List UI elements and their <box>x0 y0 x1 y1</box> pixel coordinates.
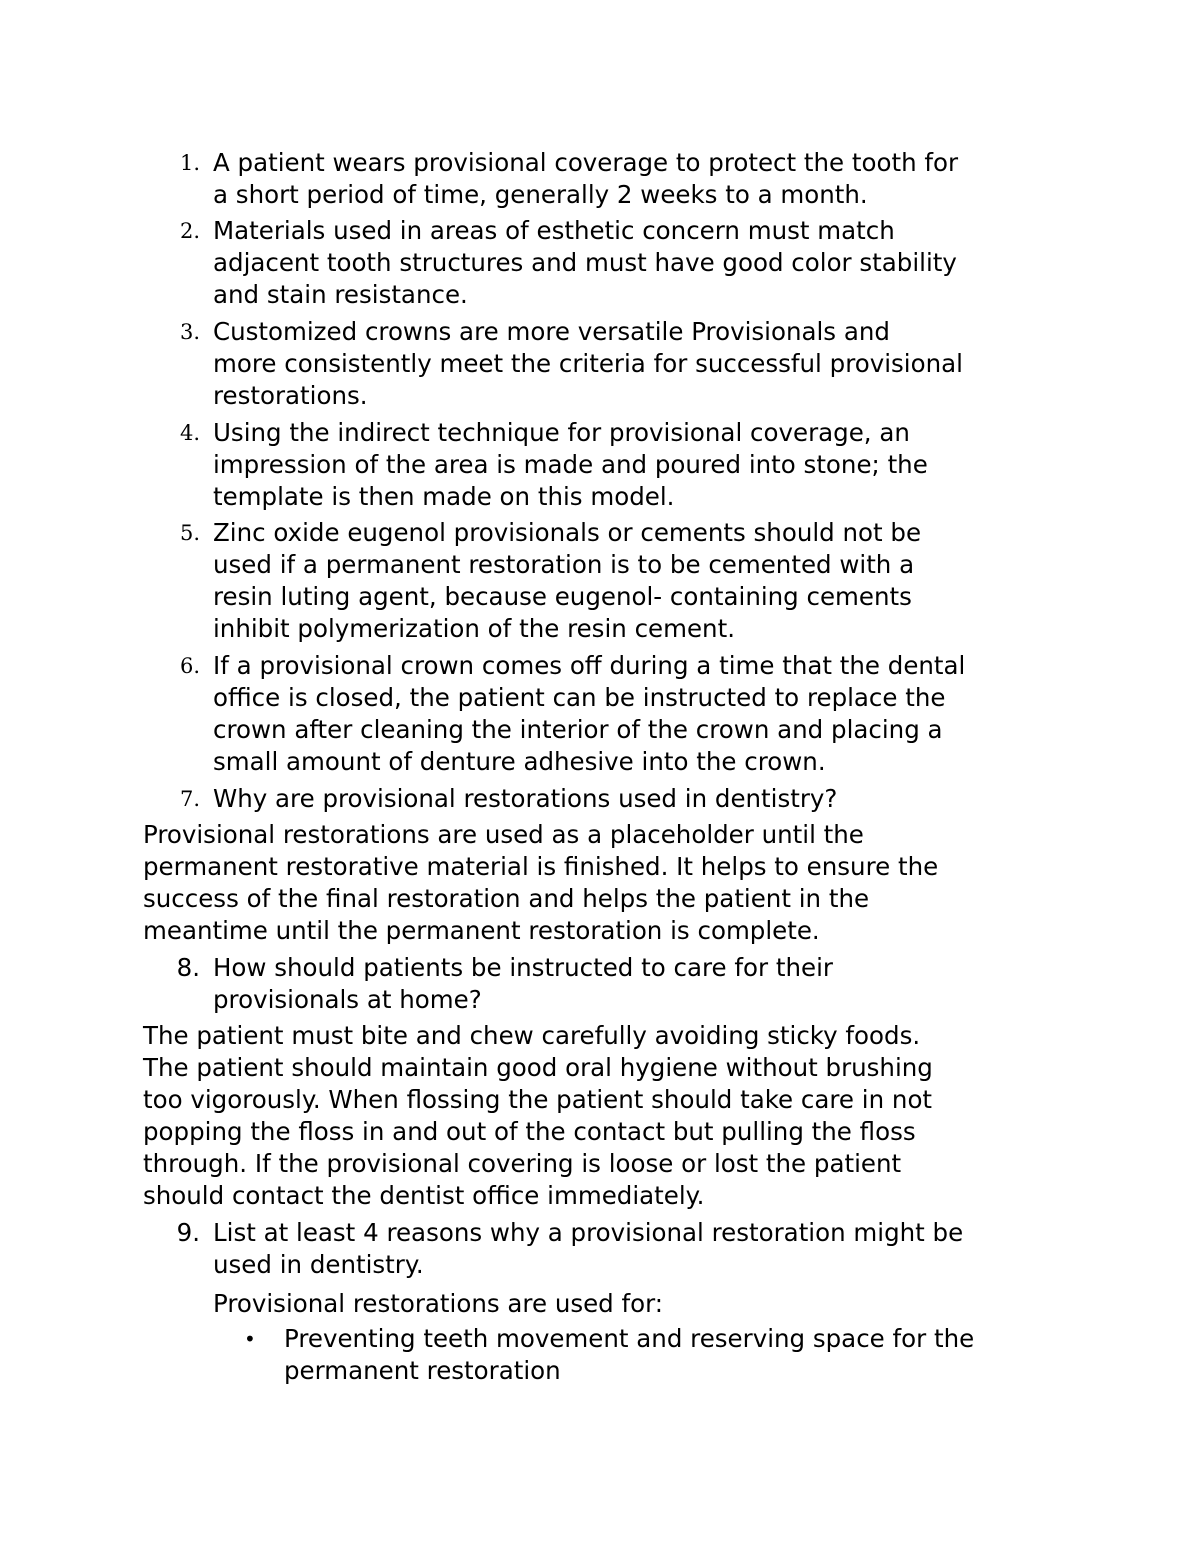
list-number: 6. <box>179 654 200 678</box>
list-item <box>0 1217 1200 1281</box>
list-number: 9. <box>176 1218 200 1247</box>
list-item <box>0 147 1200 211</box>
list-item-text: List at least 4 reasons why a provisional restoration might be used in dentistry. <box>213 1218 964 1279</box>
bullet-text: Preventing teeth movement and reserving space for the permanent restoration <box>284 1324 975 1385</box>
list-number: 3. <box>179 320 200 344</box>
list-item <box>0 215 1200 311</box>
list-number: 7. <box>179 787 200 811</box>
list-number: 4. <box>179 421 200 445</box>
answer-intro: Provisional restorations are used for: <box>213 1289 664 1318</box>
list-number: 8. <box>176 953 200 982</box>
list-item <box>0 650 1200 778</box>
list-number: 1. <box>179 151 200 175</box>
list-number: 2. <box>179 219 200 243</box>
bullet-item <box>0 1323 1200 1387</box>
list-item-text: Why are provisional restorations used in dentistry? <box>213 784 838 813</box>
list-item-text: Zinc oxide eugenol provisionals or cements should not be used if a permanent restoration is to be cemented with a resin luting agent, because eugenol- containing cements inhibit polymerization of the resin cement. <box>213 518 922 643</box>
list-item-text: Using the indirect technique for provisional coverage, an impression of the area is made and poured into stone; the template is then made on this model. <box>213 418 928 511</box>
list-item-text: How should patients be instructed to care for their provisionals at home? <box>213 953 833 1014</box>
bullet-symbol: • <box>244 1327 256 1351</box>
list-item <box>0 417 1200 513</box>
list-number: 5. <box>179 521 200 545</box>
list-item <box>0 783 1200 815</box>
list-item-text: If a provisional crown comes off during a time that the dental office is closed, the patient can be instructed to replace the crown after cleaning the interior of the crown and placing a small amount of denture adhesive into the crown. <box>213 651 966 776</box>
list-item <box>0 952 1200 1016</box>
list-item <box>0 517 1200 645</box>
list-item-text: Materials used in areas of esthetic concern must match adjacent tooth structures and must have good color stability and stain resistance. <box>213 216 957 309</box>
list-item-text: A patient wears provisional coverage to protect the tooth for a short period of time, generally 2 weeks to a month. <box>213 148 959 209</box>
list-item-text: Customized crowns are more versatile Provisionals and more consistently meet the criteria for successful provisional restorations. <box>213 317 963 410</box>
answer-paragraph: Provisional restorations are used as a placeholder until the permanent restorative material is finished. It helps to ensure the success of the final restoration and helps the patient in the meantime until the permanent restoration is complete. <box>143 820 939 945</box>
answer-paragraph: The patient must bite and chew carefully avoiding sticky foods. The patient should maintain good oral hygiene without brushing too vigorously. When flossing the patient should take care in not popping the floss in and out of the contact but pulling the floss through. If the provisional covering is loose or lost the patient should contact the dentist office immediately. <box>143 1021 933 1210</box>
list-item <box>0 316 1200 412</box>
